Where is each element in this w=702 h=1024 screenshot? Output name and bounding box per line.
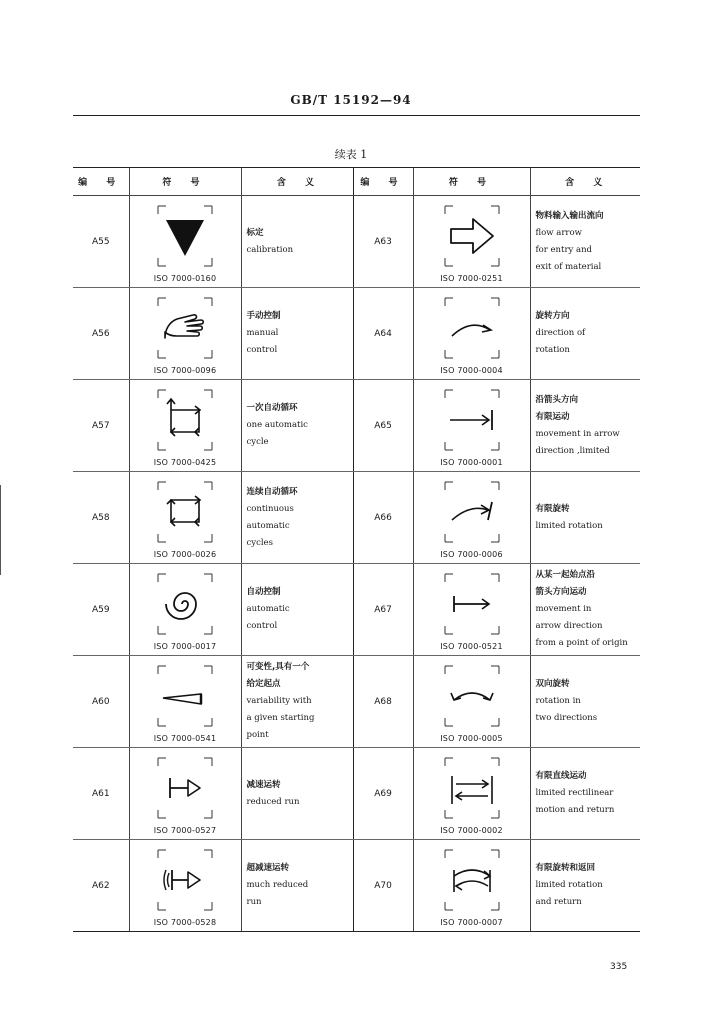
meaning-chinese: 箭头方向运动 (535, 587, 587, 597)
table-row (73, 380, 640, 472)
meaning-cell (530, 748, 640, 840)
meaning-english: flow arrow (535, 227, 582, 238)
meaning-chinese: 沿箭头方向 (535, 394, 579, 405)
table-row (73, 748, 640, 840)
entry-code: A57 (73, 380, 129, 472)
column-header-symbol: 符 号 (129, 168, 241, 196)
symbol-wrapper (130, 380, 241, 471)
scan-margin-mark (0, 485, 1, 575)
page-number: 335 (610, 962, 628, 972)
entry-code: A66 (353, 472, 413, 564)
meaning-cell (530, 656, 640, 748)
meaning-chinese: 有限旋转 (535, 503, 570, 514)
iso-reference: ISO 7000-0425 (153, 458, 217, 467)
symbol-cell (129, 380, 241, 472)
meaning-english: two directions (535, 713, 598, 723)
reduced-run-icon (155, 754, 215, 820)
meaning-english: variability with (246, 696, 312, 706)
column-header-code: 编 号 (353, 168, 413, 196)
iso-reference: ISO 7000-0096 (153, 366, 217, 375)
meaning-english: run (246, 897, 262, 907)
meaning-cell (530, 472, 640, 564)
meaning-english: movement in (535, 604, 592, 614)
meaning-english: automatic (246, 604, 290, 614)
limited-rotation-icon (442, 478, 502, 544)
table-row (73, 288, 640, 380)
column-header-symbol: 符 号 (413, 168, 530, 196)
meaning-english: limited rectilinear (535, 788, 614, 798)
entry-code: A59 (73, 564, 129, 656)
symbol-wrapper (414, 288, 530, 379)
entry-code: A70 (353, 840, 413, 932)
symbol-wrapper (414, 748, 530, 839)
meaning-cell (241, 472, 353, 564)
symbol-cell (413, 472, 530, 564)
table-row (73, 196, 640, 288)
header-rule (73, 115, 640, 116)
meaning-english: calibration (246, 244, 294, 255)
meaning-english: rotation (535, 345, 570, 355)
meaning-chinese: 减速运转 (246, 779, 281, 790)
wedge-icon (155, 662, 215, 728)
meaning-english: for entry and (535, 244, 592, 255)
symbol-cell (129, 564, 241, 656)
meaning-english: limited rotation (535, 520, 603, 531)
symbol-wrapper (130, 196, 241, 287)
symbol-cell (413, 564, 530, 656)
entry-code: A60 (73, 656, 129, 748)
meaning-chinese: 连续自动循环 (246, 486, 298, 497)
entry-code: A65 (353, 380, 413, 472)
meaning-chinese: 物料输入输出流向 (535, 210, 604, 221)
column-header-meaning: 含 义 (530, 168, 640, 196)
meaning-cell (241, 564, 353, 656)
entry-code: A56 (73, 288, 129, 380)
meaning-chinese: 有限运动 (535, 411, 570, 422)
symbol-wrapper (414, 840, 530, 931)
meaning-chinese: 标定 (246, 227, 264, 238)
entry-code: A68 (353, 656, 413, 748)
curved-arrow-icon (442, 294, 502, 360)
meaning-cell (241, 840, 353, 932)
outline-arrow-icon (442, 202, 502, 268)
meaning-chinese: 一次自动循环 (246, 403, 298, 413)
column-header-code: 编 号 (73, 168, 129, 196)
continuous-cycle-icon (155, 478, 215, 544)
iso-reference: ISO 7000-0001 (440, 458, 503, 467)
rectilinear-return-icon (442, 754, 502, 820)
entry-code: A63 (353, 196, 413, 288)
iso-reference: ISO 7000-0528 (153, 918, 217, 927)
arrow-to-stop-icon (442, 386, 502, 452)
symbol-cell (129, 748, 241, 840)
meaning-cell (530, 840, 640, 932)
meaning-english: motion and return (535, 805, 615, 815)
symbol-wrapper (130, 748, 241, 839)
meaning-english: arrow direction (535, 621, 603, 631)
symbol-wrapper (414, 564, 530, 655)
table-row (73, 840, 640, 932)
table-caption: 续表 1 (334, 148, 368, 161)
symbol-table (73, 167, 640, 932)
meaning-chinese: 从某一起始点沿 (535, 570, 596, 580)
meaning-english: reduced run (246, 796, 300, 807)
hand-icon (155, 294, 215, 360)
symbol-wrapper (130, 472, 241, 563)
symbol-cell (413, 196, 530, 288)
column-header-meaning: 含 义 (241, 168, 353, 196)
symbol-wrapper (414, 380, 530, 471)
entry-code: A67 (353, 564, 413, 656)
iso-reference: ISO 7000-0007 (440, 918, 503, 927)
symbol-cell (129, 840, 241, 932)
meaning-chinese: 可变性,具有一个 (246, 662, 310, 672)
symbol-wrapper (130, 288, 241, 379)
symbol-wrapper (414, 472, 530, 563)
meaning-cell (530, 288, 640, 380)
meaning-chinese: 给定起点 (246, 679, 281, 689)
meaning-cell (530, 564, 640, 656)
entry-code: A64 (353, 288, 413, 380)
meaning-cell (241, 288, 353, 380)
iso-reference: ISO 7000-0004 (440, 366, 503, 375)
meaning-english: continuous (246, 503, 294, 514)
meaning-english: much reduced (246, 880, 309, 890)
meaning-english: control (246, 621, 278, 631)
meaning-english: automatic (246, 520, 290, 531)
symbol-wrapper (414, 656, 530, 747)
meaning-english: direction ,limited (535, 445, 610, 456)
table-row (73, 656, 640, 748)
meaning-english: from a point of origin (535, 638, 628, 648)
meaning-cell (530, 196, 640, 288)
iso-reference: ISO 7000-0017 (153, 642, 217, 651)
meaning-english: control (246, 345, 278, 355)
iso-reference: ISO 7000-0251 (440, 274, 503, 283)
iso-reference: ISO 7000-0006 (440, 550, 503, 559)
much-reduced-run-icon (155, 846, 215, 912)
meaning-cell (530, 380, 640, 472)
iso-reference: ISO 7000-0541 (153, 734, 217, 743)
meaning-english: and return (535, 897, 582, 907)
meaning-cell (241, 656, 353, 748)
arrow-from-origin-icon (442, 570, 502, 636)
meaning-chinese: 旋转方向 (535, 311, 570, 321)
meaning-english: manual (246, 328, 279, 338)
symbol-cell (413, 380, 530, 472)
filled-triangle-icon (155, 202, 215, 268)
meaning-cell (241, 380, 353, 472)
entry-code: A69 (353, 748, 413, 840)
meaning-chinese: 自动控制 (246, 587, 281, 597)
meaning-cell (241, 196, 353, 288)
table-row (73, 564, 640, 656)
entry-code: A61 (73, 748, 129, 840)
symbol-wrapper (130, 564, 241, 655)
symbol-wrapper (414, 196, 530, 287)
meaning-english: direction of (535, 328, 586, 338)
meaning-cell (241, 748, 353, 840)
meaning-english: rotation in (535, 696, 581, 706)
iso-reference: ISO 7000-0026 (153, 550, 217, 559)
table-row (73, 472, 640, 564)
one-cycle-icon (155, 386, 215, 452)
symbol-cell (413, 288, 530, 380)
meaning-chinese: 手动控制 (246, 311, 281, 321)
symbol-cell (129, 288, 241, 380)
meaning-english: cycle (246, 437, 269, 447)
iso-reference: ISO 7000-0521 (440, 642, 503, 651)
meaning-english: cycles (246, 537, 273, 548)
meaning-chinese: 有限直线运动 (535, 771, 587, 781)
iso-reference: ISO 7000-0527 (153, 826, 217, 835)
symbol-cell (129, 656, 241, 748)
iso-reference: ISO 7000-0005 (440, 734, 503, 743)
meaning-english: limited rotation (535, 880, 603, 890)
symbol-cell (413, 748, 530, 840)
entry-code: A62 (73, 840, 129, 932)
symbol-cell (129, 196, 241, 288)
rotation-return-icon (442, 846, 502, 912)
meaning-english: point (246, 730, 269, 740)
meaning-chinese: 双向旋转 (535, 679, 570, 689)
spiral-icon (155, 570, 215, 636)
symbol-wrapper (130, 656, 241, 747)
table-header-row (73, 168, 640, 196)
page-header: GB/T 15192—94 (290, 93, 412, 107)
symbol-cell (129, 472, 241, 564)
iso-reference: ISO 7000-0002 (440, 826, 503, 835)
meaning-chinese: 超减速运转 (246, 863, 290, 873)
symbol-wrapper (130, 840, 241, 931)
meaning-english: one automatic (246, 420, 308, 430)
double-curved-arrow-icon (442, 662, 502, 728)
symbol-cell (413, 656, 530, 748)
entry-code: A55 (73, 196, 129, 288)
entry-code: A58 (73, 472, 129, 564)
meaning-english: exit of material (535, 261, 602, 272)
symbol-cell (413, 840, 530, 932)
iso-reference: ISO 7000-0160 (153, 274, 217, 283)
meaning-chinese: 有限旋转和返回 (535, 863, 596, 873)
meaning-english: a given starting (246, 713, 315, 723)
meaning-english: movement in arrow (535, 428, 620, 439)
